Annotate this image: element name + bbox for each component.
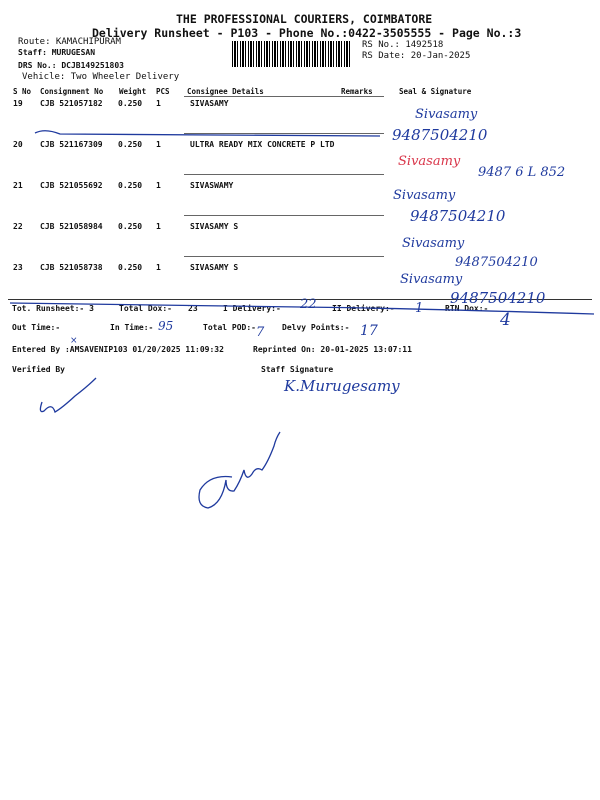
barcode (232, 41, 352, 67)
ii-delivery-label: II Delivery:- (332, 304, 395, 313)
staff-signature-label: Staff Signature (261, 365, 334, 374)
signature-row-19: Sivasamy (415, 107, 478, 122)
col-sno: S No (13, 87, 32, 96)
row-weight: 0.250 (118, 222, 143, 231)
rs-number: RS No.: 1492518 (362, 40, 444, 50)
i-delivery-label: I Delivery:- (223, 304, 281, 313)
row-sno: 23 (13, 263, 23, 272)
in-time-handwritten: 95 (158, 319, 174, 333)
out-time-label: Out Time:- (12, 323, 61, 332)
total-dox-value: 23 (188, 304, 198, 313)
rs-date: RS Date: 20-Jan-2025 (362, 51, 471, 61)
row-consignment: CJB 521167309 (40, 140, 103, 149)
in-time-label: In Time:- (110, 323, 154, 332)
phone-row-20: 9487 6 L 852 (478, 165, 566, 180)
row-divider (184, 174, 384, 175)
signature-row-20: Sivasamy (398, 154, 461, 169)
row-consignment: CJB 521057182 (40, 99, 103, 108)
header-underline (184, 96, 384, 97)
row-pcs: 1 (156, 263, 161, 272)
col-weight: Weight (119, 87, 147, 96)
row-weight: 0.250 (118, 181, 143, 190)
tot-runsheet: Tot. Runsheet:- 3 (12, 304, 94, 313)
row-consignee: SIVASAMY (190, 99, 229, 108)
row-pcs: 1 (156, 99, 161, 108)
staff-signature-handwritten: K.Murugesamy (284, 377, 400, 395)
phone-row-21: 9487504210 (410, 207, 506, 225)
verified-by-scribble (40, 378, 96, 412)
row-consignment: CJB 521058738 (40, 263, 103, 272)
vehicle: Vehicle: Two Wheeler Delivery (22, 72, 180, 82)
col-remarks: Remarks (341, 87, 373, 96)
col-consignment: Consignment No (40, 87, 104, 96)
total-pod-label: Total POD:- (203, 323, 256, 332)
row-consignment: CJB 521058984 (40, 222, 103, 231)
verified-by-label: Verified By (12, 365, 65, 374)
row-divider (184, 133, 384, 134)
row-consignment: CJB 521055692 (40, 181, 103, 190)
col-seal-signature: Seal & Signature (399, 87, 472, 96)
signature-row-21: Sivasamy (393, 188, 456, 203)
phone-row-19: 9487504210 (392, 126, 488, 144)
row-pcs: 1 (156, 181, 161, 190)
col-consignee: Consignee Details (187, 87, 264, 96)
runsheet-title: Delivery Runsheet - P103 - Phone No.:0422-3505555 - Page No.:3 (92, 26, 522, 40)
totals-strike-line (10, 303, 594, 314)
phone-row-22: 9487504210 (455, 255, 538, 270)
i-delivery-handwritten: 22 (300, 297, 317, 312)
delvy-points-label: Delvy Points:- (282, 323, 350, 332)
delvy-points-handwritten: 17 (360, 323, 378, 339)
total-dox-label: Total Dox:- (119, 304, 172, 313)
row-pcs: 1 (156, 140, 161, 149)
total-pod-handwritten: 7 (256, 325, 265, 340)
drs-number: DRS No.: DCJB149251803 (18, 61, 124, 70)
row-consignee: SIVASAMY S (190, 222, 239, 231)
staff-name: Staff: MURUGESAN (18, 48, 96, 57)
row-divider (184, 215, 384, 216)
signature-row-22: Sivasamy (402, 236, 465, 251)
rtn-handwritten: 1 (415, 301, 424, 316)
row-weight: 0.250 (118, 99, 143, 108)
scribble-mark (199, 432, 280, 508)
row-pcs: 1 (156, 222, 161, 231)
reprinted-on: Reprinted On: 20-01-2025 13:07:11 (253, 345, 412, 354)
row-weight: 0.250 (118, 140, 143, 149)
col-pcs: PCS (156, 87, 170, 96)
route: Route: KAMACHIPURAM (18, 37, 121, 47)
row-sno: 21 (13, 181, 23, 190)
entered-by: Entered By :AMSAVENIP103 01/20/2025 11:09:32 (12, 345, 224, 354)
row-sno: 19 (13, 99, 23, 108)
row-consignee: SIVASWAMY (190, 181, 234, 190)
signature-row-23: Sivasamy (400, 272, 463, 287)
row-divider (184, 256, 384, 257)
phone-row-23: 9487504210 (450, 289, 546, 307)
rtn-dox-handwritten: 4 (500, 310, 511, 330)
rtn-dox-label: RTN Dox:- (445, 304, 489, 313)
out-time-mark: × (70, 336, 78, 346)
row-sno: 20 (13, 140, 23, 149)
company-title: THE PROFESSIONAL COURIERS, COIMBATORE (176, 12, 433, 26)
row-consignee: ULTRA READY MIX CONCRETE P LTD (190, 140, 335, 149)
row-sno: 22 (13, 222, 23, 231)
totals-divider (8, 299, 592, 300)
row-weight: 0.250 (118, 263, 143, 272)
row-consignee: SIVASAMY S (190, 263, 239, 272)
